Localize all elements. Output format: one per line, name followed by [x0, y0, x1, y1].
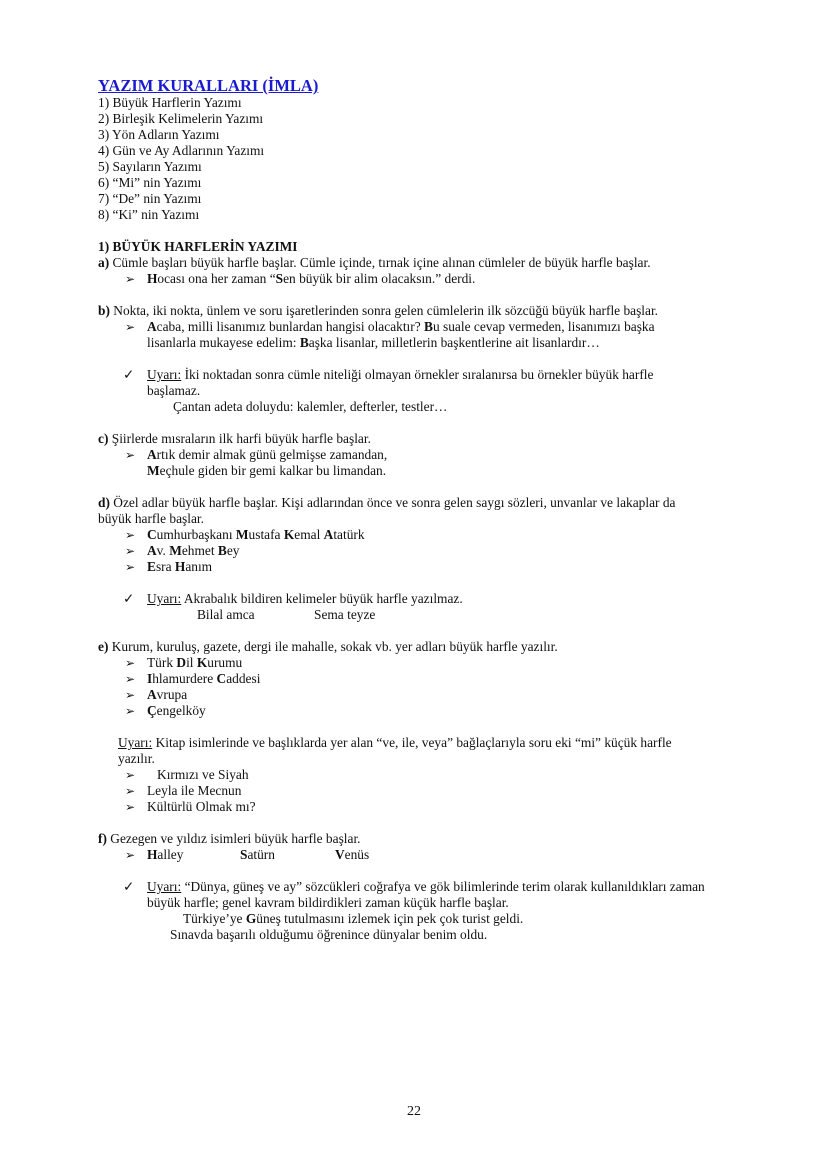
example-item — [98, 527, 738, 543]
rule-e — [98, 639, 738, 655]
example-text — [147, 527, 365, 542]
toc-item: 7) “De” nin Yazımı — [98, 191, 202, 206]
example-text: Kırmızı ve Siyah — [147, 767, 249, 782]
arrow-bullet-icon: ➢ — [125, 848, 136, 862]
rule-label: e) — [98, 639, 109, 654]
arrow-bullet-icon: ➢ — [125, 672, 136, 686]
text-segment: ey — [226, 543, 240, 558]
bold-initial: C — [147, 527, 157, 542]
rule-label: c) — [98, 431, 109, 446]
example-text — [147, 463, 386, 478]
text-segment: engelköy — [156, 703, 206, 718]
example-text — [147, 703, 206, 718]
text-segment: aşka lisanlar, milletlerin başkentlerine ait lisanlardır… — [308, 335, 600, 350]
bold-initial: Ç — [147, 703, 157, 718]
rule-text: Özel adlar büyük harfle başlar. Kişi adlarından önce ve sonra gelen saygı sözleri, unvanlar ve lakaplar da — [109, 495, 676, 510]
example-item — [98, 655, 738, 671]
bold-initial: A — [147, 319, 157, 334]
warning-example: Sınavda başarılı olduğumu öğrenince dünyalar benim oldu. — [170, 927, 488, 942]
checkmark-icon: ✓ — [123, 367, 135, 382]
text-segment: tatürk — [333, 527, 365, 542]
rule-label: a) — [98, 255, 110, 270]
arrow-bullet-icon: ➢ — [125, 448, 136, 462]
text-segment: vrupa — [156, 687, 188, 702]
warning — [98, 591, 738, 607]
example-item — [98, 671, 738, 687]
warning — [98, 879, 738, 895]
text-segment: Türk — [147, 655, 177, 670]
example-item — [98, 543, 738, 559]
text-segment: u suale cevap vermeden, lisanımızı başka — [432, 319, 655, 334]
warning-label: Uyarı: — [147, 879, 182, 894]
example-item-cont — [98, 335, 738, 351]
warning-example: Sema teyze — [314, 607, 376, 622]
toc-item: 6) “Mi” nin Yazımı — [98, 175, 202, 190]
example-text — [147, 655, 242, 670]
toc-item: 8) “Ki” nin Yazımı — [98, 207, 200, 222]
document-title: YAZIM KURALLARI (İMLA) — [98, 76, 319, 95]
rule-text: Kurum, kuruluş, gazete, dergi ile mahalle, sokak vb. yer adları büyük harfle yazılır. — [108, 639, 558, 654]
arrow-bullet-icon: ➢ — [125, 528, 136, 542]
warning — [98, 735, 738, 751]
bold-initial: V — [335, 847, 345, 862]
bold-initial: H — [174, 559, 186, 574]
checkmark-icon: ✓ — [123, 591, 135, 606]
warning-examples — [98, 607, 738, 623]
table-of-contents — [98, 95, 738, 223]
example-text — [335, 847, 369, 863]
rule-b — [98, 303, 738, 319]
example-text: Leyla ile Mecnun — [147, 783, 242, 798]
rule-label: f) — [98, 831, 107, 846]
example-text — [147, 335, 600, 350]
arrow-bullet-icon: ➢ — [125, 800, 136, 814]
bold-initial: M — [147, 463, 160, 478]
warning — [98, 367, 738, 383]
bold-initial: A — [323, 527, 334, 542]
rule-text: Cümle başları büyük harfle başlar. Cümle içinde, tırnak içine alınan cümleler de büyük harfle başlar. — [109, 255, 651, 270]
warning-cont: başlamaz. — [147, 383, 201, 398]
text-segment: anım — [185, 559, 213, 574]
warning-cont: yazılır. — [118, 751, 155, 766]
text-segment: ocası ona her zaman “ — [157, 271, 276, 286]
text-segment: ustafa — [248, 527, 284, 542]
bold-initial: B — [424, 319, 433, 334]
document-page — [98, 77, 738, 943]
example-text: Kültürlü Olmak mı? — [147, 799, 256, 814]
arrow-bullet-icon: ➢ — [125, 272, 136, 286]
arrow-bullet-icon: ➢ — [125, 768, 136, 782]
text-segment: rtık demir almak günü gelmişse zamandan, — [156, 447, 388, 462]
bold-initial: I — [147, 671, 153, 686]
bold-initial: B — [299, 335, 309, 350]
example-text — [183, 911, 523, 926]
example-text — [147, 687, 187, 702]
text-segment: alley — [157, 847, 184, 862]
example-text — [147, 847, 183, 862]
warning-text: Kitap isimlerinde ve başlıklarda yer alan “ve, ile, veya” bağlaçlarıyla soru eki “mi” küçük harfle — [152, 735, 672, 750]
text-segment: v. — [156, 543, 170, 558]
text-segment: caba, milli lisanımız bunlardan hangisi olacaktır? — [156, 319, 425, 334]
example-item — [98, 703, 738, 719]
example-item — [98, 447, 738, 463]
example-item — [98, 783, 738, 799]
bold-initial: G — [245, 911, 257, 926]
bold-initial: M — [235, 527, 249, 542]
bold-initial: A — [147, 687, 157, 702]
bold-initial: H — [147, 847, 158, 862]
arrow-bullet-icon: ➢ — [125, 560, 136, 574]
example-text — [240, 847, 275, 863]
arrow-bullet-icon: ➢ — [125, 784, 136, 798]
warning-text: Akrabalık bildiren kelimeler büyük harfle yazılmaz. — [181, 591, 463, 606]
text-segment: sra — [155, 559, 175, 574]
rule-text: Şiirlerde mısraların ilk harfi büyük harfle başlar. — [108, 431, 371, 446]
arrow-bullet-icon: ➢ — [125, 320, 136, 334]
rule-text-cont: büyük harfle başlar. — [98, 511, 204, 526]
rule-c — [98, 431, 738, 447]
bold-initial: D — [176, 655, 187, 670]
bold-initial: M — [169, 543, 182, 558]
example-text — [147, 671, 260, 686]
text-segment: emal — [294, 527, 324, 542]
warning-text: “Dünya, güneş ve ay” sözcükleri coğrafya ve gök bilimlerinde terim olarak kullanıldıkları zaman — [181, 879, 705, 894]
text-segment: lisanlarla mukayese edelim: — [147, 335, 300, 350]
arrow-bullet-icon: ➢ — [125, 704, 136, 718]
arrow-bullet-icon: ➢ — [125, 688, 136, 702]
toc-item: 5) Sayıların Yazımı — [98, 159, 202, 174]
rule-f — [98, 831, 738, 847]
bold-initial: E — [147, 559, 156, 574]
page-number: 22 — [407, 1104, 421, 1119]
example-text — [147, 543, 240, 558]
text-segment: ehmet — [181, 543, 218, 558]
bold-initial: S — [240, 847, 248, 862]
bold-initial: K — [283, 527, 295, 542]
rule-label: d) — [98, 495, 110, 510]
text-segment: hlamurdere — [152, 671, 217, 686]
warning-example: Çantan adeta doluydu: kalemler, defterler, testler… — [173, 399, 448, 414]
arrow-bullet-icon: ➢ — [125, 656, 136, 670]
rule-a — [98, 255, 738, 271]
rule-text: Nokta, iki nokta, ünlem ve soru işaretlerinden sonra gelen cümlelerin ilk sözcüğü büyük harfle başlar. — [109, 303, 659, 318]
bold-initial: H — [147, 271, 158, 286]
bold-initial: K — [196, 655, 208, 670]
warning-example — [98, 911, 738, 927]
example-item — [98, 559, 738, 575]
example-text — [147, 271, 475, 286]
rule-text: Gezegen ve yıldız isimleri büyük harfle başlar. — [106, 831, 361, 846]
warning-label: Uyarı: — [147, 367, 182, 382]
example-text — [147, 447, 387, 462]
checkmark-icon: ✓ — [123, 879, 135, 894]
bold-initial: A — [147, 543, 157, 558]
text-segment: addesi — [226, 671, 261, 686]
example-item — [98, 319, 738, 335]
text-segment: en büyük bir alim olacaksın.” derdi. — [283, 271, 476, 286]
warning-text: İki noktadan sonra cümle niteliği olmayan örnekler sıralanırsa bu örnekler büyük harfle — [181, 367, 654, 382]
toc-item: 1) Büyük Harflerin Yazımı — [98, 95, 242, 110]
bold-initial: C — [216, 671, 227, 686]
warning-example: Bilal amca — [197, 607, 255, 622]
text-segment: il — [186, 655, 197, 670]
arrow-bullet-icon: ➢ — [125, 544, 136, 558]
warning-label: Uyarı: — [118, 735, 153, 750]
warning-label: Uyarı: — [147, 591, 182, 606]
text-segment: urumu — [207, 655, 243, 670]
section-heading: 1) BÜYÜK HARFLERİN YAZIMI — [98, 239, 298, 254]
rule-label: b) — [98, 303, 110, 318]
example-item — [98, 271, 738, 287]
example-item — [98, 767, 738, 783]
bold-initial: S — [275, 271, 284, 286]
example-item — [98, 847, 738, 863]
toc-item: 2) Birleşik Kelimelerin Yazımı — [98, 111, 264, 126]
text-segment: umhurbaşkanı — [156, 527, 236, 542]
example-text — [147, 559, 212, 574]
rule-d — [98, 495, 738, 511]
text-segment: atürn — [247, 847, 275, 862]
example-item-cont — [98, 463, 738, 479]
bold-initial: A — [147, 447, 157, 462]
text-segment: eçhule giden bir gemi kalkar bu limandan. — [159, 463, 387, 478]
example-text — [147, 319, 655, 334]
bold-initial: B — [217, 543, 227, 558]
toc-item: 4) Gün ve Ay Adlarının Yazımı — [98, 143, 265, 158]
text-segment: enüs — [344, 847, 370, 862]
example-item — [98, 799, 738, 815]
text-segment: Türkiye’ye — [183, 911, 246, 926]
warning-cont: büyük harfle; genel kavram bildirdikleri zaman küçük harfle başlar. — [147, 895, 509, 910]
text-segment: üneş tutulmasını izlemek için pek çok turist geldi. — [256, 911, 524, 926]
toc-item: 3) Yön Adların Yazımı — [98, 127, 220, 142]
example-item — [98, 687, 738, 703]
